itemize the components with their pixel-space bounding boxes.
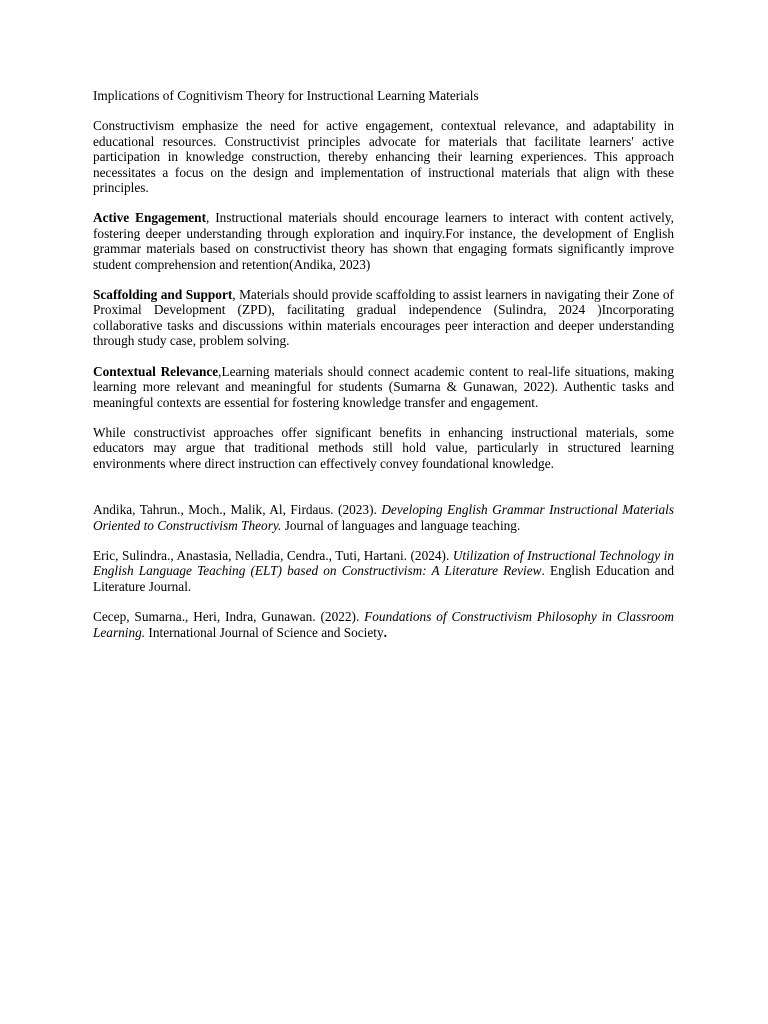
intro-paragraph: Constructivism emphasize the need for active engagement, contextual relevance, and adaptability in educational resources. Constructivist principles advocate for materials that facilitate learners' active participation in knowledge construction, thereby enhancing their learning experiences. This approach necessitates a focus on the design and implementation of instructional materials that align with these principles.: [93, 118, 674, 196]
section-contextual-relevance: [93, 364, 674, 410]
section-text: , Instructional materials should encourage learners to interact with content actively, fostering deeper understanding through exploration and inquiry.For instance, the development of English grammar materials based on constructivist theory has shown that engaging formats significantly improve student comprehension and retention(Andika, 2023): [93, 210, 674, 272]
document-page: [93, 88, 674, 655]
reference-title: Foundations of Constructivism Philosophy in Classroom Learning.: [93, 609, 674, 640]
reference-source: . English Education and Literature Journal.: [93, 563, 674, 594]
closing-paragraph: While constructivist approaches offer significant benefits in enhancing instructional materials, some educators may argue that traditional methods still hold value, particularly in structured learning environments where direct instruction can effectively convey foundational knowledge.: [93, 424, 674, 471]
section-heading: Contextual Relevance: [93, 363, 219, 379]
document-title: Implications of Cognitivism Theory for Instructional Learning Materials: [93, 88, 479, 103]
section-text: , Materials should provide scaffolding to assist learners in navigating their Zone of Proximal Development (ZPD), facilitating gradual independence (Sulindra, 2024 )Incorporating collaborative tasks and discussions within materials encourages peer interaction and deeper understanding through study case, problem solving.: [93, 287, 674, 349]
reference-end: .: [383, 624, 387, 640]
section-scaffolding-support: [93, 287, 674, 349]
reference-source: Journal of languages and language teaching.: [281, 517, 521, 533]
reference-authors: Andika, Tahrun., Moch., Malik, Al, Firdaus. (2023).: [93, 502, 382, 518]
reference-title: Developing English Grammar Instructional Materials Oriented to Constructivism Theory.: [93, 502, 674, 533]
section-heading: Active Engagement: [93, 210, 206, 226]
reference-list: [93, 502, 674, 640]
reference-authors: Eric, Sulindra., Anastasia, Nelladia, Cendra., Tuti, Hartani. (2024).: [93, 547, 453, 563]
section-heading: Scaffolding and Support: [93, 287, 233, 303]
reference-item: [93, 609, 674, 640]
section-text: ,Learning materials should connect academic content to real-life situations, making learning more relevant and meaningful for students (Sumarna & Gunawan, 2022). Authentic tasks and meaningful contexts are essential for fostering knowledge transfer and engagement.: [93, 363, 674, 410]
reference-item: [93, 548, 674, 594]
reference-title: Utilization of Instructional Technology in English Language Teaching (ELT) based on Constructivism: A Literature Review: [93, 547, 674, 579]
reference-item: [93, 502, 674, 533]
reference-authors: Cecep, Sumarna., Heri, Indra, Gunawan. (2022).: [93, 609, 365, 625]
section-active-engagement: [93, 210, 674, 272]
reference-source: International Journal of Science and Society: [145, 624, 384, 640]
